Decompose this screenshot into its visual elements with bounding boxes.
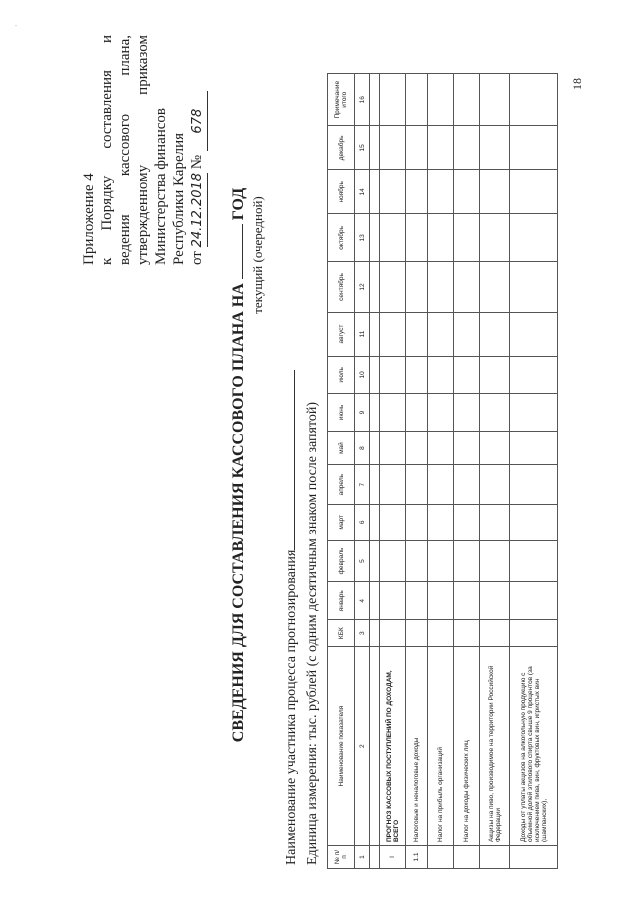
value-cell (480, 312, 510, 356)
row-number-cell (428, 846, 454, 869)
col-header: сентябрь (328, 262, 355, 312)
value-cell (510, 356, 558, 394)
value-cell (370, 540, 380, 582)
value-cell (428, 262, 454, 312)
row-name-cell (370, 647, 380, 846)
value-cell (370, 394, 380, 432)
value-cell (510, 582, 558, 620)
value-cell (380, 540, 406, 582)
col-number: 2 (355, 647, 370, 846)
value-cell (454, 540, 480, 582)
value-cell (370, 312, 380, 356)
value-cell (406, 582, 428, 620)
value-cell (406, 312, 428, 356)
table-header-row (328, 74, 355, 869)
value-cell (406, 356, 428, 394)
row-number-cell (370, 846, 380, 869)
value-cell (454, 431, 480, 464)
table-row (454, 74, 480, 869)
value-cell (510, 505, 558, 541)
table-row (406, 74, 428, 869)
value-cell (406, 74, 428, 126)
value-cell (370, 505, 380, 541)
cash-plan-table (327, 73, 558, 869)
value-cell (380, 262, 406, 312)
value-cell (510, 170, 558, 214)
value-cell (428, 431, 454, 464)
page-number: 18 (570, 78, 584, 90)
value-cell (510, 465, 558, 505)
value-cell (454, 582, 480, 620)
value-cell (454, 170, 480, 214)
col-header: апрель (328, 465, 355, 505)
appendix-line5: Министерства финансов (153, 108, 169, 265)
value-cell (370, 74, 380, 126)
col-header: август (328, 312, 355, 356)
value-cell (406, 431, 428, 464)
page-title: СВЕДЕНИЯ ДЛЯ СОСТАВЛЕНИЯ КАССОВОГО ПЛАНА НАГОД (230, 187, 247, 743)
value-cell (370, 620, 380, 647)
value-cell (370, 356, 380, 394)
value-cell (510, 262, 558, 312)
participant-blank (294, 370, 295, 550)
value-cell (454, 74, 480, 126)
value-cell (428, 540, 454, 582)
table-number-row (355, 74, 370, 869)
value-cell (370, 465, 380, 505)
value-cell (380, 394, 406, 432)
value-cell (406, 465, 428, 505)
col-number: 14 (355, 170, 370, 214)
value-cell (380, 214, 406, 262)
col-number: 11 (355, 312, 370, 356)
appendix-line2: к Порядку составления и (99, 35, 115, 265)
col-header: июнь (328, 394, 355, 432)
value-cell (480, 505, 510, 541)
value-cell (510, 74, 558, 126)
value-cell (510, 126, 558, 170)
value-cell (428, 312, 454, 356)
value-cell (510, 394, 558, 432)
appendix-block (80, 35, 208, 265)
value-cell (454, 312, 480, 356)
col-header: Наименование показателя (328, 647, 355, 846)
value-cell (428, 356, 454, 394)
value-cell (454, 394, 480, 432)
value-cell (370, 262, 380, 312)
value-cell (480, 582, 510, 620)
value-cell (380, 465, 406, 505)
value-cell (480, 214, 510, 262)
handwritten-date: 24.12.2018 (189, 173, 208, 247)
col-header: № п/п (328, 846, 355, 869)
value-cell (428, 214, 454, 262)
row-name-cell: Доходы от уплаты акцизов на алкогольную продукцию с объемной долей этилового спирта свыше 9 процентов (за исключением пива, вин, фруктовых вин, игристых вин (шампанских), (510, 647, 558, 846)
value-cell (428, 394, 454, 432)
value-cell (380, 620, 406, 647)
unit-line: Единица измерения: тыс. рублей (с одним десятичным знаком после запятой) (305, 401, 320, 865)
value-cell (480, 540, 510, 582)
value-cell (380, 74, 406, 126)
value-cell (406, 394, 428, 432)
row-name-cell: Налоговые и неналоговые доходы (406, 647, 428, 846)
value-cell (406, 126, 428, 170)
col-number: 9 (355, 394, 370, 432)
col-header: КБК (328, 620, 355, 647)
value-cell (406, 540, 428, 582)
row-number-cell: 1.1 (406, 846, 428, 869)
col-number: 6 (355, 505, 370, 541)
col-header: февраль (328, 540, 355, 582)
value-cell (380, 431, 406, 464)
value-cell (454, 214, 480, 262)
value-cell (454, 126, 480, 170)
table-row (428, 74, 454, 869)
row-number-cell (454, 846, 480, 869)
appendix-line3: ведения кассового плана, (117, 35, 133, 265)
value-cell (370, 431, 380, 464)
table-row (510, 74, 558, 869)
col-header: март (328, 505, 355, 541)
value-cell (406, 505, 428, 541)
value-cell (480, 465, 510, 505)
value-cell (406, 170, 428, 214)
value-cell (454, 356, 480, 394)
value-cell (454, 262, 480, 312)
value-cell (428, 505, 454, 541)
title-subtitle: текущий (очередной) (250, 196, 265, 314)
value-cell (380, 582, 406, 620)
col-number: 10 (355, 356, 370, 394)
value-cell (380, 505, 406, 541)
col-number: 7 (355, 465, 370, 505)
row-name-cell: Налог на прибыль организаций (428, 647, 454, 846)
value-cell (480, 431, 510, 464)
value-cell (428, 465, 454, 505)
row-name-cell: Налог на доходы физических лиц (454, 647, 480, 846)
appendix-line6: Республики Карелия (171, 132, 187, 265)
value-cell (480, 126, 510, 170)
table-row (480, 74, 510, 869)
value-cell (480, 170, 510, 214)
value-cell (510, 214, 558, 262)
appendix-line4: утвержденному приказом (135, 35, 151, 265)
value-cell (454, 620, 480, 647)
col-header: май (328, 431, 355, 464)
col-number: 4 (355, 582, 370, 620)
appendix-date-line: от 24.12.2018 № 678 (188, 35, 208, 265)
value-cell (510, 620, 558, 647)
value-cell (428, 582, 454, 620)
col-header: октябрь (328, 214, 355, 262)
value-cell (380, 312, 406, 356)
value-cell (454, 465, 480, 505)
value-cell (380, 356, 406, 394)
col-number: 13 (355, 214, 370, 262)
table-row (370, 74, 380, 869)
value-cell (406, 214, 428, 262)
value-cell (406, 620, 428, 647)
value-cell (454, 505, 480, 541)
value-cell (370, 126, 380, 170)
value-cell (380, 126, 406, 170)
value-cell (428, 170, 454, 214)
value-cell (380, 170, 406, 214)
col-number: 5 (355, 540, 370, 582)
value-cell (406, 262, 428, 312)
value-cell (480, 74, 510, 126)
col-number: 16 (355, 74, 370, 126)
value-cell (480, 620, 510, 647)
col-number: 8 (355, 431, 370, 464)
value-cell (370, 170, 380, 214)
col-number: 3 (355, 620, 370, 647)
year-blank (242, 224, 243, 279)
col-header: июль (328, 356, 355, 394)
col-header: декабрь (328, 126, 355, 170)
col-number: 15 (355, 126, 370, 170)
value-cell (480, 262, 510, 312)
table-body (370, 74, 558, 869)
value-cell (428, 74, 454, 126)
row-name-cell: Акцизы на пиво, производимое на территории Российской Федерации (480, 647, 510, 846)
col-header: Примечание итого (328, 74, 355, 126)
value-cell (480, 356, 510, 394)
table-row (380, 74, 406, 869)
value-cell (510, 312, 558, 356)
value-cell (480, 394, 510, 432)
row-number-cell: I (380, 846, 406, 869)
row-number-cell (480, 846, 510, 869)
col-number: 12 (355, 262, 370, 312)
row-name-cell: ПРОГНОЗ КАССОВЫХ ПОСТУПЛЕНИЙ ПО ДОХОДАМ, ВСЕГО (380, 647, 406, 846)
participant-line: Наименование участника процесса прогнозирования (284, 370, 300, 865)
col-number: 1 (355, 846, 370, 869)
value-cell (510, 431, 558, 464)
value-cell (510, 540, 558, 582)
value-cell (370, 214, 380, 262)
value-cell (370, 582, 380, 620)
appendix-line1: Приложение 4 (81, 173, 97, 265)
scan-speck: · (12, 24, 21, 27)
col-header: январь (328, 582, 355, 620)
value-cell (428, 620, 454, 647)
col-header: ноябрь (328, 170, 355, 214)
handwritten-number: 678 (189, 91, 208, 151)
row-number-cell (510, 846, 558, 869)
value-cell (428, 126, 454, 170)
